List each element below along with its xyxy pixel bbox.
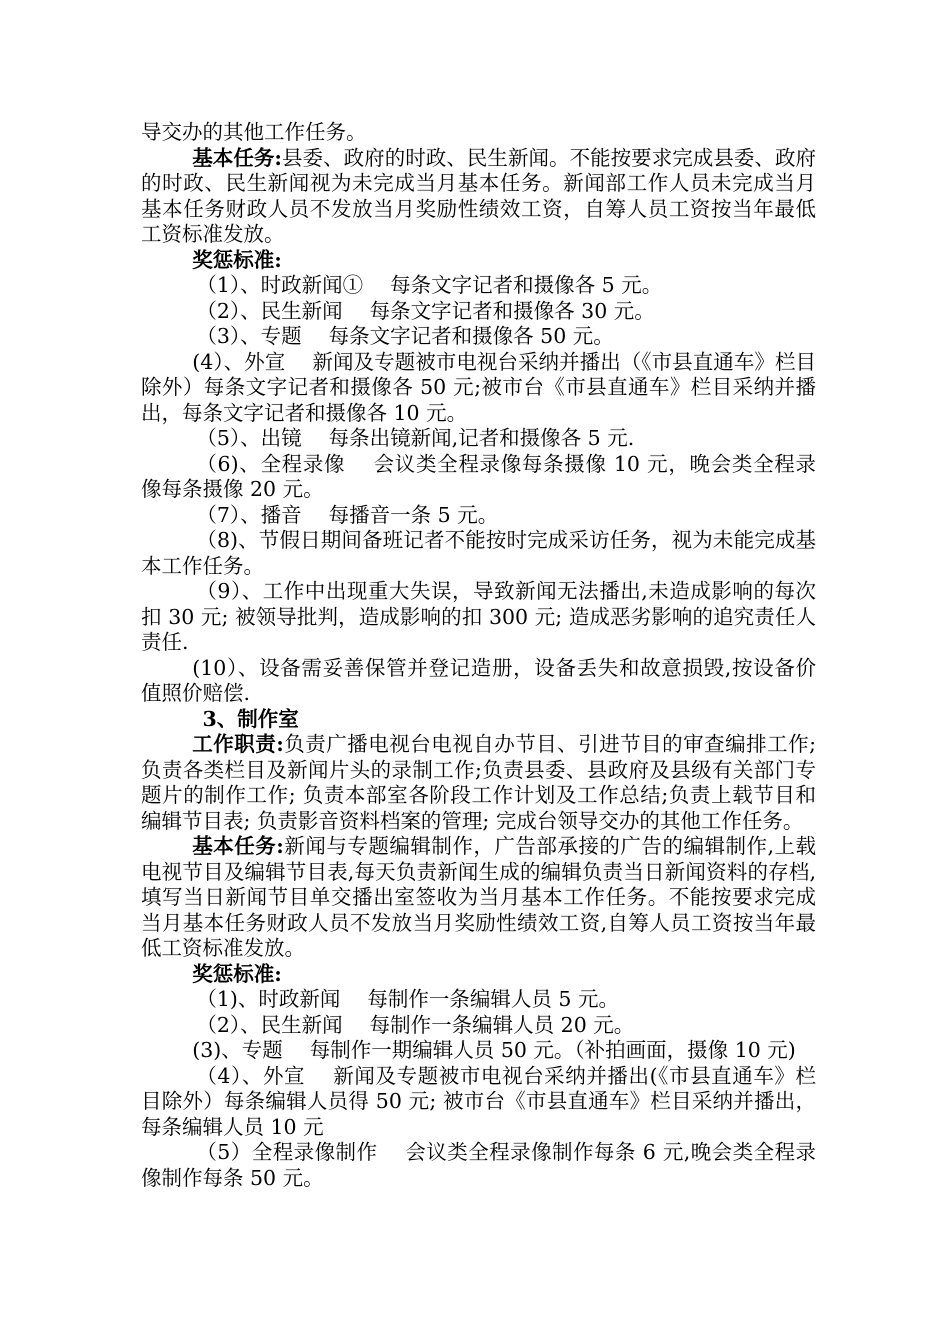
document-page [141,120,816,1191]
news-item-6: （6)、全程录像 会议类全程录像每条摄像 10 元，晚会类全程录像每条摄像 20 元。 [141,451,816,501]
production-item-4: （4）、外宣 新闻及专题被市电视台采纳并播出(《市县直通车》栏目除外）每条编辑人员得 50 元; 被市台《市县直通车》栏目采纳并播出，每条编辑人员 10 元 [141,1063,816,1139]
production-heading: 3、制作室 [202,706,299,731]
production-reward-label: 奖惩标准: [192,961,282,986]
production-basic-task [141,834,816,962]
news-basic-task-label: 基本任务: [192,145,282,170]
news-item-7: （7）、播音 每播音一条 5 元。 [196,502,499,527]
production-duty-label: 工作职责: [192,732,284,756]
news-item-9: （9）、工作中出现重大失误，导致新闻无法播出,未造成影响的每次扣 30 元; 被领导批判，造成影响的扣 300 元; 造成恶劣影响的追究责任人责任. [141,579,816,654]
news-item-10: (10）、设备需妥善保管并登记造册，设备丢失和故意损毁,按设备价值照价赔偿. [141,655,816,705]
news-item-1: （1）、时政新闻① 每条文字记者和摄像各 5 元。 [196,273,663,297]
production-duty [141,732,816,834]
intro-line: 导交办的其他工作任务。 [141,120,367,144]
production-item-3: (3)、专题 每制作一期编辑人员 50 元。（补拍画面，摄像 10 元) [192,1038,796,1062]
production-basic-task-text: 新闻与专题编辑制作，广告部承接的广告的编辑制作,上载电视节目及编辑节目表,每天负责新闻生成的编辑负责当日新闻资料的存档,填写当日新闻节目单交播出室签收为当月基本工作任务。不能按要求完成当月基本任务财政人员不发放当月奖励性绩效工资,自筹人员工资按当年最低工资标准发放。 [141,834,816,960]
news-item-2: （2）、民生新闻 每条文字记者和摄像各 30 元。 [196,298,655,323]
news-basic-task-text: 县委、政府的时政、民生新闻。不能按要求完成县委、政府的时政、民生新闻视为未完成当月基本任务。新闻部工作人员未完成当月基本任务财政人员不发放当月奖励性绩效工资，自筹人员工资按当年最低工资标准发放。 [141,145,816,246]
news-item-8: （8)、节假日期间备班记者不能按时完成采访任务，视为未能完成基本工作任务。 [141,528,816,578]
production-duty-text: 负责广播电视台电视自办节目、引进节目的审查编排工作; 负责各类栏目及新闻片头的录制工作;负责县委、县政府及县级有关部门专题片的制作工作; 负责本部室各阶段工作计划及工作总结;负责上载节目和编辑节目表; 负责影音资料档案的管理; 完成台领导交办的其他工作任务。 [141,732,816,833]
news-item-3: （3）、专题 每条文字记者和摄像各 50 元。 [196,324,614,348]
news-item-5: （5）、出镜 每条出镜新闻,记者和摄像各 5 元. [196,426,635,450]
production-item-5: （5）全程录像制作 会议类全程录像制作每条 6 元,晚会类全程录像制作每条 50 元。 [141,1140,816,1190]
production-item-1: （1)、时政新闻 每制作一条编辑人员 5 元。 [196,987,619,1011]
news-item-4: (4）、外宣 新闻及专题被市电视台采纳并播出（《市县直通车》栏目除外）每条文字记者和摄像各 50 元;被市台《市县直通车》栏目采纳并播出，每条文字记者和摄像各 10 元。 [141,349,816,425]
production-item-2: （2）、民生新闻 每制作一条编辑人员 20 元。 [196,1012,635,1037]
news-basic-task [141,146,816,248]
production-basic-task-label: 基本任务: [192,834,284,858]
news-reward-label: 奖惩标准: [192,247,282,272]
